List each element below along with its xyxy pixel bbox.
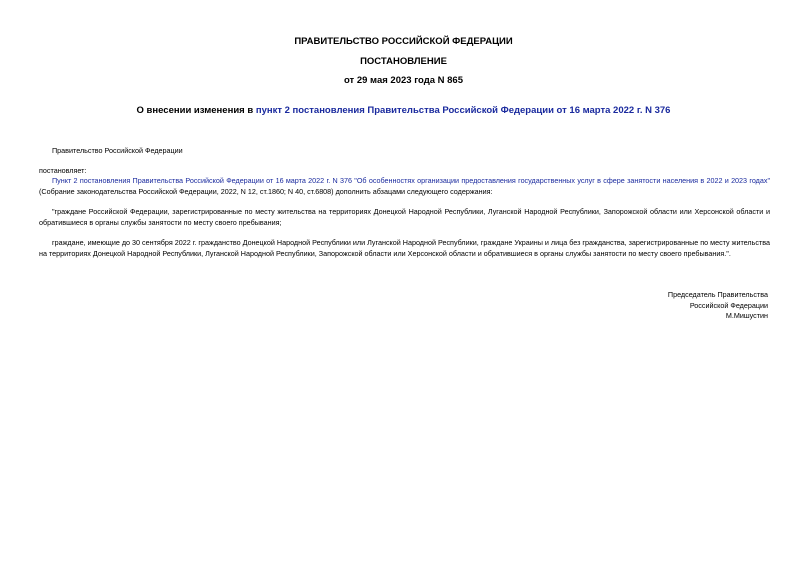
document-date-number: от 29 мая 2023 года N 865 [343, 75, 464, 86]
paragraph-amendment [39, 176, 770, 197]
government-heading: ПРАВИТЕЛЬСТВО РОССИЙСКОЙ ФЕДЕРАЦИИ [294, 36, 513, 47]
resolves-text: постановляет: [39, 166, 87, 175]
issuer-text: Правительство Российской Федерации [52, 146, 183, 155]
signature-block [668, 290, 768, 322]
amendment-source-text: (Собрание законодательства Российской Федерации, 2022, N 12, ст.1860; N 40, ст.6808) дополнить абзацами следующего содержания: [39, 186, 493, 196]
amended-act-link[interactable]: Пункт 2 постановления Правительства Российской Федерации от 16 марта 2022 г. N 376 "Об особенностях организации предоставления государственных услуг в сфере занятости населения в 2022 и 2023 годах" [52, 176, 770, 185]
title-reference-link[interactable]: пункт 2 постановления Правительства Российской Федерации от 16 марта 2022 г. N 376 [255, 105, 671, 116]
signature-position: Председатель Правительства [667, 290, 768, 299]
document-type: ПОСТАНОВЛЕНИЕ [360, 56, 447, 67]
paragraph-citizens-rf: "граждане Российской Федерации, зарегистрированные по месту жительства на территориях Донецкой Народной Республики, Луганской Народной Республики, Запорожской области или Херсонской области и обратившиеся в органы службы занятости по месту своего пребывания; [39, 207, 770, 227]
document-title [0, 105, 807, 116]
title-prefix: О внесении изменения в [136, 105, 256, 116]
paragraph-citizens-other: граждане, имеющие до 30 сентября 2022 г. гражданство Донецкой Народной Республики или Луганской Народной Республики, граждане Украины и лица без гражданства, зарегистрированные по месту жительства на территориях Донецкой Народной Республики, Луганской Народной Республики, Запорожской области или Херсонской области и обратившиеся в органы службы занятости по месту своего пребывания.". [39, 238, 770, 258]
signature-name: М.Мишустин [725, 311, 768, 320]
signature-org: Российской Федерации [689, 300, 768, 310]
